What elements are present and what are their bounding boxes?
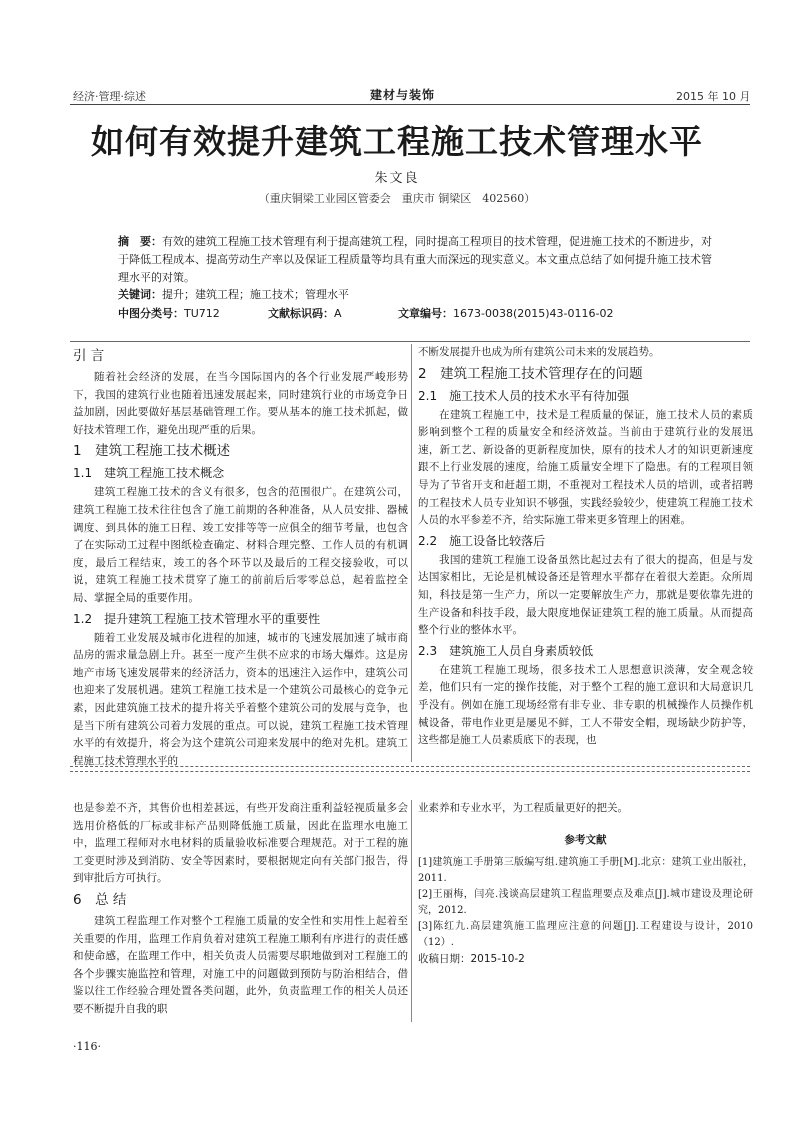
paragraph-intro: 随着社会经济的发展，在当今国际国内的各个行业发展严峻形势下，我国的建筑行业也随着迅速发展起来，同时建筑行业的市场竞争日益加剧，因此要做好基层基础管理工作。要从基本的施工技术抓起，做好技术管理工作，避免出现严重的后果。 (73, 371, 408, 436)
received-date: 收稿日期：2015-10-2 (418, 953, 525, 966)
reference-item: [3]陈红九.高层建筑施工监理应注意的问题[J].工程建设与设计，2010（12）. (418, 921, 753, 949)
lower-left-column (73, 800, 408, 1019)
paragraph-2-3: 在建筑工程施工现场，很多技术工人思想意识淡薄，安全观念较差，他们只有一定的操作技能，对于整个工程的施工意识和大局意识几乎没有。例如在施工现场经常有非专业、非专职的机械操作人员操作机械设备，带电作业更是屡见不鲜，工人不带安全帽，现场缺少防护等，这些都是施工人员素质底下的表现，也 (418, 663, 753, 747)
section-heading-2: 2 建筑工程施工技术管理存在的问题 (418, 365, 643, 382)
paragraph-6: 建筑工程监理工作对整个工程施工质量的安全性和实用性上起着至关重要的作用，监理工作肩负着对建筑工程施工顺利有序进行的责任感和使命感，在监理工作中，相关负责人员需要尽职地做到对工程施工的各个步骤实施监控和管理，对施工中的问题做到预防与防治相结合，借鉴以往工作经验合理处置各类问题，此外，负责监理工作的相关人员还要不断提升自我的职 (73, 914, 408, 1015)
reference-item: [1]建筑施工手册第三版编写组.建筑施工手册[M].北京：建筑工业出版社，2011. (418, 857, 753, 885)
upper-right-column (418, 344, 753, 750)
subsection-heading-2-3: 2.3 建筑施工人员自身素质较低 (418, 643, 594, 658)
paragraph-2-2: 我国的建筑工程施工设备虽然比起过去有了很大的提高，但是与发达国家相比，无论是机械设备还是管理水平都存在着很大差距。众所周知，科技是第一生产力，所以一定要解放生产力，那就是要依靠先进的生产设备和科技手段，最大限度地保证建筑工程的施工质量。从而提高整个行业的整体水平。 (418, 553, 753, 637)
section-heading-1: 1 建筑工程施工技术概述 (73, 443, 231, 460)
paragraph-continued-lower: 也是参差不齐，其售价也相差甚远，有些开发商注重利益轻视质量多会选用价格低的厂标或非标产品则降低施工质量，因此在监理水电施工中，监理工程师对水电材料的质量验收标准要合理规范。对于工程的施工变更时涉及到消防、安全等因素时，要根据规定向有关部门报告，得到审批后方可执行。 (73, 802, 408, 885)
paragraph-1-1: 建筑工程施工技术的含义有很多，包含的范围很广。在建筑公司，建筑工程施工技术往往包含了施工前期的各种准备，从人员安排、器械调度、到具体的施工日程、竣工安排等等一应俱全的细节考量，也包含了在实际动工过程中图纸检查确定、材料合理完整、工作人员的有机调度，最后工程结束，竣工的各个环节以及最后的工程交接验收，可以说，建筑工程施工技术贯穿了施工的前前后后零零总总，起着监控全局、掌握全局的重要作用。 (73, 486, 408, 604)
abstract (118, 233, 718, 287)
section-heading-6: 6 总 结 (73, 891, 127, 908)
article-no-value: 1673-0038(2015)43-0116-02 (453, 307, 614, 320)
subsection-heading-2-1: 2.1 施工技术人员的技术水平有待加强 (418, 388, 630, 403)
article-separator (70, 766, 750, 772)
page-number: ·116· (73, 1040, 101, 1053)
references-title: 参考文献 (564, 833, 607, 846)
article-number (398, 305, 613, 321)
column-divider-upper (411, 344, 412, 762)
subsection-heading-1-1: 1.1 建筑工程施工技术概念 (73, 466, 225, 481)
subsection-heading-2-2: 2.2 施工设备比较落后 (418, 533, 546, 548)
reference-item: [2]王丽梅，闫亮.浅谈高层建筑工程监理要点及难点[J].城市建设及理论研究，2012. (418, 889, 753, 917)
clc-label: 中图分类号： (118, 307, 184, 320)
article-no-label: 文章编号： (398, 307, 453, 320)
paragraph-continued-right: 业素养和专业水平，为工程质量更好的把关。 (418, 802, 628, 814)
running-header-date: 2015 年 10 月 (676, 90, 751, 103)
keywords-label: 关键词： (118, 288, 162, 301)
header-rule (70, 104, 750, 105)
doc-code-value: A (334, 307, 342, 320)
keywords-text: 提升；建筑工程；施工技术；管理水平 (162, 288, 349, 301)
author-affiliation: （重庆铜梁工业园区管委会 重庆市 铜梁区 402560） (258, 192, 536, 205)
paragraph-1-2: 随着工业发展及城市化进程的加速，城市的飞速发展加速了城市商品房的需求量急剧上升。甚至一度产生供不应求的市场大爆炸。这是房地产市场飞速发展带来的经济活力，资本的迅速注入运作中，建筑公司也迎来了发展机遇。建筑工程施工技术是一个建筑公司最核心的竞争元素，因此建筑施工技术的提升将关乎着整个建筑公司的发展与竞争，也是当下所有建筑公司着力发展的重点。可以说，建筑工程施工技术管理水平的有效提升，将会为这个建筑公司迎来发展中的绝对先机。建筑工程施工技术管理水平的 (73, 631, 408, 767)
abstract-rule (70, 341, 750, 342)
paragraph-2-1: 在建筑工程施工中，技术是工程质量的保证，施工技术人员的素质影响到整个工程的质量安全和经济效益。当前由于建筑行业的发展迅速，新工艺、新设备的更新程度加快，原有的技术人才的知识更新速度跟不上行业发展的速度，给施工质量安全埋下了隐患。有的工程项目领导为了节省开支和赶超工期，不重视对工程技术人员的培训，或者招聘的工程技术人员专业知识不够强，实践经验较少，使建筑工程施工技术人员的水平参差不齐，给实际施工带来更多管理上的困难。 (418, 408, 753, 527)
keywords (118, 286, 718, 302)
author-name: 朱文良 (374, 171, 420, 186)
lower-right-column (418, 800, 753, 969)
abstract-text: 有效的建筑工程施工技术管理有利于提高建筑工程，同时提高工程项目的技术管理，促进施工技术的不断进步，对于降低工程成本、提高劳动生产率以及保证工程质量等均具有重大而深远的现实意义。本文重点总结了如何提升施工技术管理水平的对策。 (118, 235, 712, 284)
clc-number (118, 305, 220, 321)
subsection-heading-1-2: 1.2 提升建筑工程施工技术管理水平的重要性 (73, 611, 321, 626)
document-code (268, 305, 342, 321)
section-heading-intro: 引 言 (73, 348, 105, 364)
doc-code-label: 文献标识码： (268, 307, 334, 320)
upper-left-column (73, 344, 408, 770)
paragraph-continued: 不断发展提升也成为所有建筑公司未来的发展趋势。 (418, 346, 660, 358)
column-divider-lower (411, 800, 412, 1022)
article-title: 如何有效提升建筑工程施工技术管理水平 (91, 122, 703, 161)
running-header-journal: 建材与装饰 (370, 88, 436, 102)
abstract-label: 摘 要： (118, 235, 162, 248)
running-header-section: 经济·管理·综述 (73, 90, 146, 103)
clc-value: TU712 (184, 307, 220, 320)
